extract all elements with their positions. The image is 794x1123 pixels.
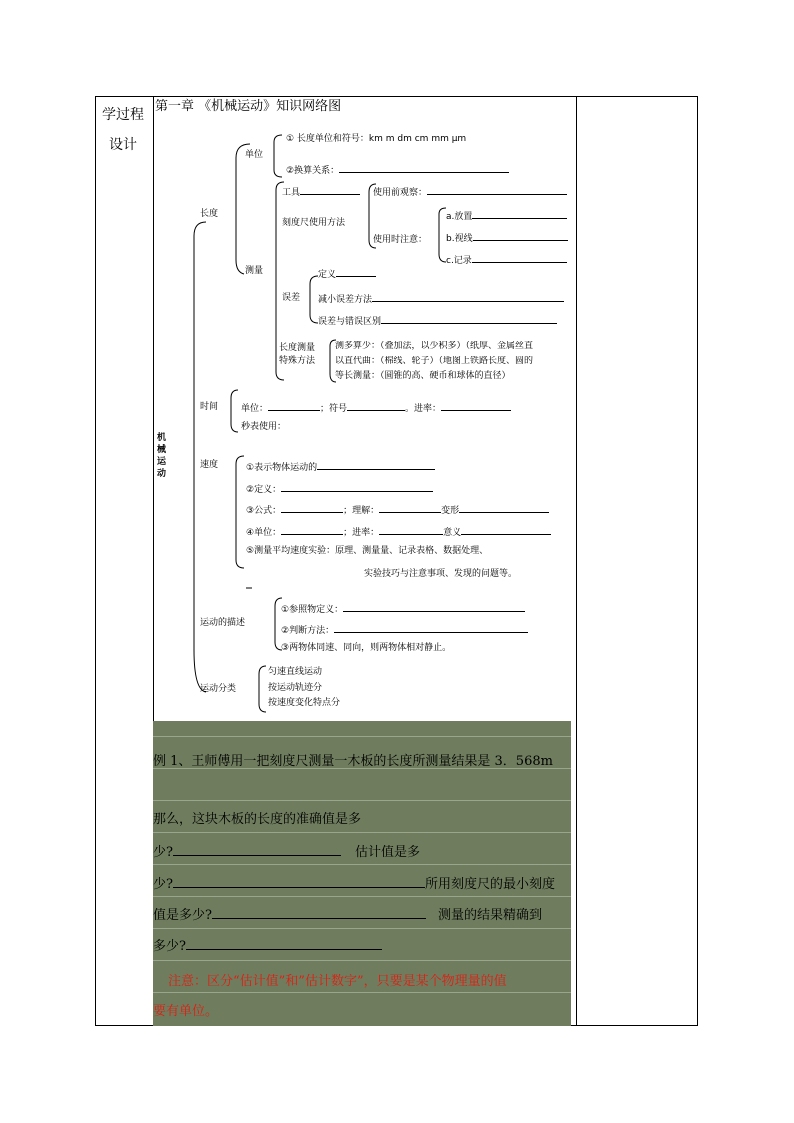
classification-brace	[259, 666, 266, 712]
side-label: 学过程设计	[102, 107, 144, 153]
time-label: 时间	[200, 402, 219, 412]
classification-label: 运动分类	[200, 684, 237, 694]
special-method-3: 等长测量：（圆锥的高、硬币和球体的直径）	[335, 371, 511, 381]
before-use-label: 使用前观察：	[373, 185, 567, 199]
speed-brace	[236, 456, 244, 568]
speed-item-5-cont: 实验技巧与注意事项、发现的问题等。	[364, 569, 518, 579]
page-title: 第一章 《机械运动》知识网络图	[155, 99, 342, 114]
conversion-label: ②换算关系：	[286, 163, 509, 177]
motion-item-1: ①参照物定义：	[281, 602, 525, 616]
time-unit-row: 单位： ；符号 。进率：	[241, 401, 511, 415]
unit-brace	[274, 135, 282, 177]
classification-item-2: 按运动轨迹分	[268, 683, 323, 693]
time-brace	[231, 390, 238, 432]
motion-item-2: ②判断方法：	[281, 623, 528, 637]
measure-label: 测量	[245, 266, 264, 276]
record-label: c.记录	[446, 253, 567, 267]
speed-item-2: ②定义：	[246, 482, 433, 496]
when-use-brace	[439, 208, 446, 262]
special-method-label-2: 特殊方法	[279, 356, 316, 366]
example-line-3: 少? 估计值是多	[153, 845, 420, 860]
vertical-title: 机械运动	[157, 433, 167, 479]
sight-label: b.视线	[446, 231, 568, 245]
when-use-label: 使用时注意：	[373, 235, 428, 245]
special-method-2: 以直代曲：（棉线、轮子）（地图上铁路长度、圆的	[335, 356, 534, 366]
speed-item-1: ①表示物体运动的	[246, 460, 435, 474]
error-vs-mistake-label: 误差与错误区别	[318, 314, 557, 328]
length-unit-symbols: ① 长度单位和符号：km m dm cm mm μm	[286, 134, 467, 144]
example-line-4: 少? 所用刻度尺的最小刻度	[153, 877, 555, 892]
motion-description-label: 运动的描述	[200, 618, 246, 628]
example-line-5: 值是多少? 测量的结果精确到	[153, 908, 542, 923]
example-line-6: 多少?	[153, 937, 382, 955]
motion-item-3: ③两物体同速、同向，则两物体相对静止。	[281, 643, 452, 653]
speed-label: 速度	[200, 460, 219, 470]
unit-label: 单位	[245, 150, 264, 160]
stopwatch-label: 秒表使用：	[241, 422, 287, 432]
classification-item-3: 按速度变化特点分	[268, 698, 341, 708]
length-brace	[236, 144, 250, 274]
example-note-2: 要有单位。	[153, 1004, 219, 1019]
special-method-1: 测多算少：（叠加法，以少积多）（纸厚、金属丝直	[335, 341, 534, 351]
example-line-1: 例 1、王师傅用一把刻度尺测量一木板的长度所测量结果是 3．568m	[153, 754, 553, 769]
speed-item-4: ④单位： ；进率： 意义	[246, 525, 551, 539]
error-brace	[310, 276, 318, 323]
example-note-1: 注意：区分“估计值”和”估计数字”，只要是某个物理量的值	[168, 974, 507, 989]
speed-item-3: ③公式： ；理解： 变形	[246, 503, 549, 517]
special-method-label-1: 长度测量	[279, 343, 316, 353]
place-label: a.放置	[446, 209, 567, 223]
tool-label: 工具	[282, 185, 360, 199]
example-line-2: 那么，这块木板的长度的准确值是多	[153, 812, 362, 827]
error-definition: 定义	[318, 267, 376, 281]
speed-item-5: ⑤测量平均速度实验：原理、测量量、记录表格、数据处理、	[246, 546, 489, 556]
classification-item-1: 匀速直线运动	[268, 667, 323, 677]
error-label: 误差	[282, 293, 301, 303]
ruler-method-label: 刻度尺使用方法	[282, 218, 346, 228]
length-label: 长度	[200, 209, 219, 219]
reduce-error-label: 减小误差方法	[318, 292, 564, 306]
